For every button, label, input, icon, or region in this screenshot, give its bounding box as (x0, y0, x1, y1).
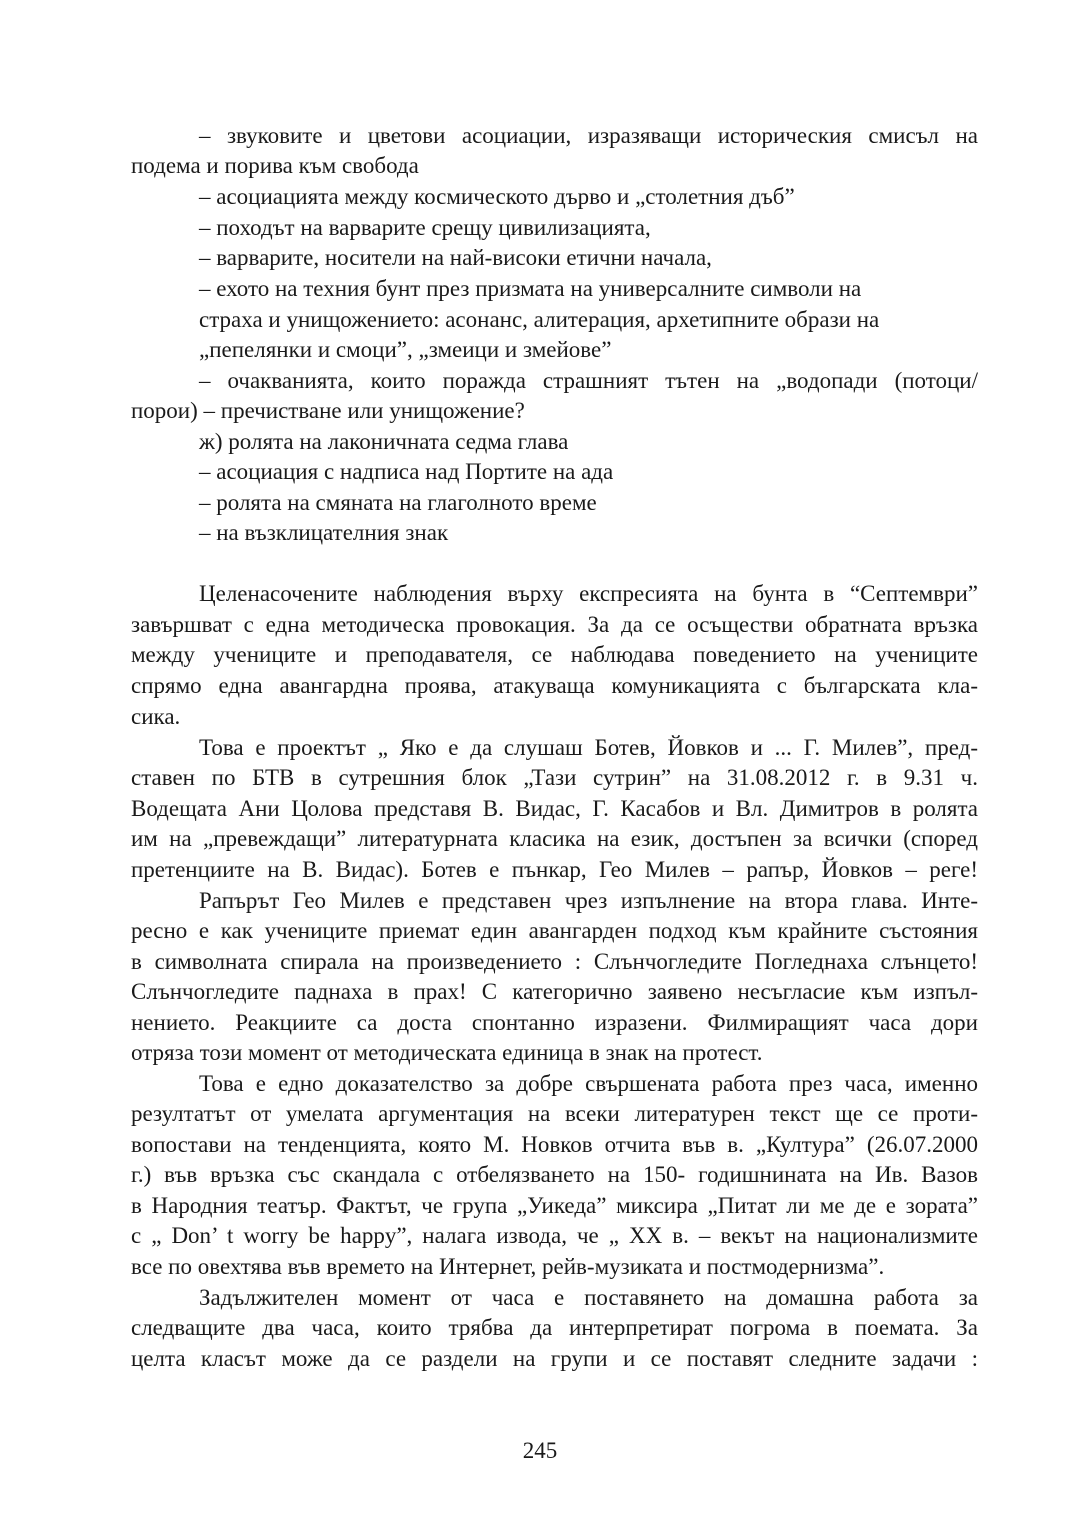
text-line: вопостави на тенденцията, която М. Новков отчита във в. „Култура” (26.07.2000 (131, 1132, 978, 1157)
text-line: спрямо една авангардна проява, атакуваща комуникацията с българската кла- (131, 673, 978, 698)
text-line: претенциите на В. Видас). Ботев е пънкар, Гео Милев – рапър, Йовков – реге! (131, 857, 978, 882)
text-line: порои) – пречистване или унищожение? (131, 398, 525, 423)
text-line: Слънчогледите паднаха в прах! С категорично заявено несъгласие към изпъл- (131, 979, 978, 1004)
text-line: Рапърът Гео Милев е представен чрез изпълнение на втора глава. Инте- (199, 888, 978, 913)
text-line: – походът на варварите срещу цивилизацията, (199, 215, 651, 240)
text-line: Целенасочените наблюдения върху експресията на бунта в “Септември” (199, 581, 978, 606)
text-line: подема и порива към свобода (131, 153, 419, 178)
text-line: ставен по БТВ в сутрешния блок „Тази сутрин” на 31.08.2012 г. в 9.31 ч. (131, 765, 978, 790)
page-number: 245 (522, 1438, 558, 1463)
text-line: – варварите, носители на най-високи етични начала, (199, 245, 712, 270)
text-line: Това е едно доказателство за добре свършената работа през часа, именно (199, 1071, 978, 1096)
text-line: завършват с една методическа провокация. За да се осъществи обратната връзка (131, 612, 978, 637)
text-line: следващите два часа, които трябва да интерпретират погрома в поемата. За (131, 1315, 978, 1340)
text-line: Задължителен момент от часа е поставянето на домашна работа за (199, 1285, 978, 1310)
text-line: – звуковите и цветови асоциации, изразяващи историческия смисъл на (199, 123, 978, 148)
text-line: сика. (131, 704, 181, 729)
text-line: ресно е как учениците приемат един авангарден подход към крайните състояния (131, 918, 978, 943)
text-line: – очакванията, които поражда страшният тътен на „водопади (потоци/ (199, 368, 978, 393)
text-line: – асоциация с надписа над Портите на ада (199, 459, 614, 484)
text-line: нението. Реакциите са доста спонтанно изразени. Филмиращият часа дори (131, 1010, 978, 1035)
text-line: – асоциацията между космическото дърво и „столетния дъб” (199, 184, 795, 209)
text-line: – ролята на смяната на глаголното време (199, 490, 597, 515)
text-line: ж) ролята на лаконичната седма глава (199, 429, 569, 454)
text-line: все по овехтява във времето на Интернет, рейв-музиката и постмодернизма”. (131, 1254, 885, 1279)
text-line: целта класът може да се раздели на групи и се поставят следните задачи : (131, 1346, 978, 1371)
text-line: – ехото на техния бунт през призмата на универсалните символи на (199, 276, 862, 301)
text-line: в символната спирала на произведението : Слънчогледите Погледнаха слънцето! (131, 949, 978, 974)
text-line: г.) във връзка със скандала с отбелязването на 150- годишнината на Ив. Вазов (131, 1162, 978, 1187)
text-line: между учениците и преподавателя, се наблюдава поведението на учениците (131, 642, 978, 667)
text-line: им на „превеждащи” литературната класика на език, достъпен за всички (според (131, 826, 978, 851)
text-line: в Народния театър. Фактът, че група „Уикеда” миксира „Питат ли ме де е зората” (131, 1193, 978, 1218)
text-line: Водещата Ани Цолова представя В. Видас, Г. Касабов и Вл. Димитров в ролята (131, 796, 978, 821)
text-line: страха и унищожението: асонанс, алитерация, архетипните образи на (199, 307, 880, 332)
text-line: отряза този момент от методическата единица в знак на протест. (131, 1040, 763, 1065)
text-line: – на възклицателния знак (199, 520, 449, 545)
text-line: Това е проектът „ Яко е да слушаш Ботев, Йовков и ... Г. Милев”, пред- (199, 735, 978, 760)
text-line: „пепелянки и смоци”, „змеици и змейове” (199, 337, 612, 362)
text-line: с „ Don’ t worry be happy”, налага извода, че „ XX в. – векът на национализмите (131, 1223, 978, 1248)
text-line: резултатът от умелата аргументация на всеки литературен текст ще се проти- (131, 1101, 978, 1126)
